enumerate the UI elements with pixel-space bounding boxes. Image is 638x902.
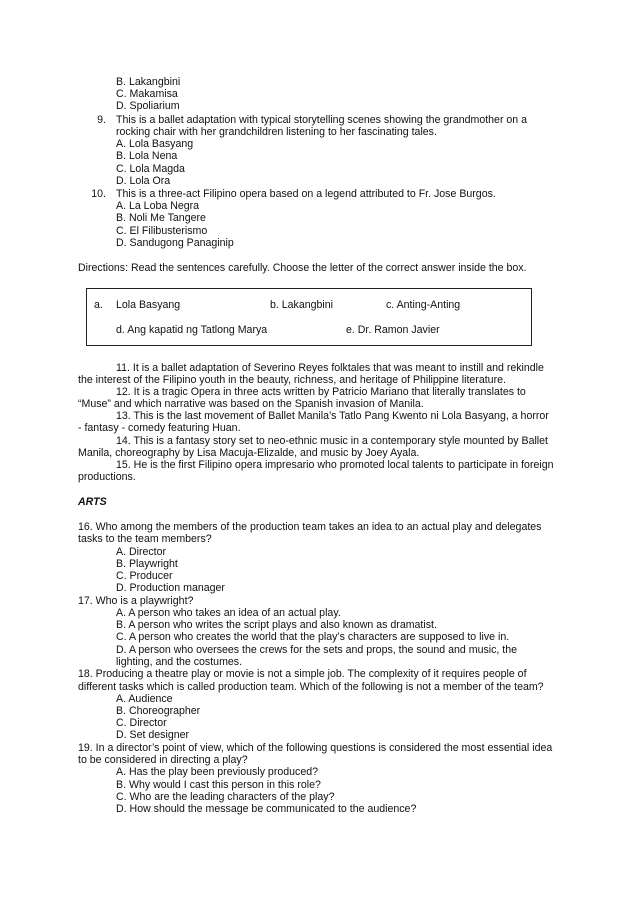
choice-e: e. Dr. Ramon Javier xyxy=(346,324,440,336)
item-14-line-2: Manila, choreography by Lisa Macuja-Elizalde, and music by Joey Ayala. xyxy=(78,447,420,459)
q10-text-line-1: This is a three-act Filipino opera based on a legend attributed to Fr. Jose Burgos. xyxy=(116,188,496,200)
item-15-line-2: productions. xyxy=(78,471,136,483)
q18-line-2: different tasks which is called production team. Which of the following is not a member of the team? xyxy=(78,681,544,693)
q18-option-b: B. Choreographer xyxy=(116,705,201,717)
q17-option-c: C. A person who creates the world that the play’s characters are supposed to live in. xyxy=(116,631,510,643)
q9-number: 9. xyxy=(97,114,106,126)
q10-number: 10. xyxy=(91,188,106,200)
choice-c: c. Anting-Anting xyxy=(386,299,461,311)
q17-option-b: B. A person who writes the script plays and also known as dramatist. xyxy=(116,619,437,631)
q16-option-c: C. Producer xyxy=(116,570,173,582)
q19-option-c: C. Who are the leading characters of the play? xyxy=(116,791,335,803)
item-11-line-2: the interest of the Filipino youth in the beauty, richness, and heritage of Philippine literature. xyxy=(78,374,506,386)
q9-text-line-1: This is a ballet adaptation with typical storytelling scenes showing the grandmother on a xyxy=(116,114,528,126)
q8-option-b: B. Lakangbini xyxy=(116,76,181,88)
item-13-line-2: - fantasy - comedy featuring Huan. xyxy=(78,422,241,434)
q16-option-b: B. Playwright xyxy=(116,558,178,570)
q16-line-1: 16. Who among the members of the production team takes an idea to an actual play and delegates xyxy=(78,521,542,533)
item-14-line-1: 14. This is a fantasy story set to neo-ethnic music in a contemporary style mounted by Ballet xyxy=(116,435,549,447)
q18-option-a: A. Audience xyxy=(116,693,173,705)
q16-option-a: A. Director xyxy=(116,546,167,558)
q19-line-2: to be considered in directing a play? xyxy=(78,754,248,766)
q19-option-b: B. Why would I cast this person in this role? xyxy=(116,779,321,791)
item-15-line-1: 15. He is the first Filipino opera impresario who promoted local talents to participate in foreign xyxy=(116,459,554,471)
q18-line-1: 18. Producing a theatre play or movie is not a simple job. The complexity of it requires people of xyxy=(78,668,527,680)
q8-option-c: C. Makamisa xyxy=(116,88,178,100)
choice-a-letter: a. xyxy=(94,299,103,311)
choice-d: d. Ang kapatid ng Tatlong Marya xyxy=(116,324,268,336)
q9-option-d: D. Lola Ora xyxy=(116,175,171,187)
q9-option-a: A. Lola Basyang xyxy=(116,138,194,150)
answer-choices-box xyxy=(86,288,532,346)
item-11-line-1: 11. It is a ballet adaptation of Severino Reyes folktales that was meant to instill and rekindle xyxy=(116,362,544,374)
q18-option-d: D. Set designer xyxy=(116,729,190,741)
item-13-line-1: 13. This is the last movement of Ballet Manila’s Tatlo Pang Kwento ni Lola Basyang, a horror xyxy=(116,410,549,422)
q9-option-b: B. Lola Nena xyxy=(116,150,178,162)
choice-b: b. Lakangbini xyxy=(270,299,334,311)
q10-option-a: A. La Loba Negra xyxy=(116,200,200,212)
q8-option-d: D. Spoliarium xyxy=(116,100,180,112)
q19-option-d: D. How should the message be communicated to the audience? xyxy=(116,803,417,815)
q17-option-a: A. A person who takes an idea of an actual play. xyxy=(116,607,341,619)
q10-option-c: C. El Filibusterismo xyxy=(116,225,208,237)
q17-option-d-line-1: D. A person who oversees the crews for the sets and props, the sound and music, the xyxy=(116,644,518,656)
directions-text: Directions: Read the sentences carefully. Choose the letter of the correct answer inside the box. xyxy=(78,262,527,274)
choice-a-text: Lola Basyang xyxy=(116,299,181,311)
q10-option-b: B. Noli Me Tangere xyxy=(116,212,206,224)
q16-line-2: tasks to the team members? xyxy=(78,533,212,545)
item-12-line-2: “Muse” and which narrative was based on the Spanish invasion of Manila. xyxy=(78,398,424,410)
q19-line-1: 19. In a director’s point of view, which of the following questions is considered the most essential idea xyxy=(78,742,553,754)
section-heading-arts: ARTS xyxy=(78,496,107,508)
q18-option-c: C. Director xyxy=(116,717,167,729)
item-12-line-1: 12. It is a tragic Opera in three acts written by Patricio Mariano that literally translates to xyxy=(116,386,526,398)
q16-option-d: D. Production manager xyxy=(116,582,225,594)
q9-text-line-2: rocking chair with her grandchildren listening to her fascinating tales. xyxy=(116,126,437,138)
q19-option-a: A. Has the play been previously produced? xyxy=(116,766,318,778)
q17-line-1: 17. Who is a playwright? xyxy=(78,595,194,607)
q10-option-d: D. Sandugong Panaginip xyxy=(116,237,234,249)
q9-option-c: C. Lola Magda xyxy=(116,163,185,175)
q17-option-d-line-2: lighting, and the costumes. xyxy=(116,656,243,668)
